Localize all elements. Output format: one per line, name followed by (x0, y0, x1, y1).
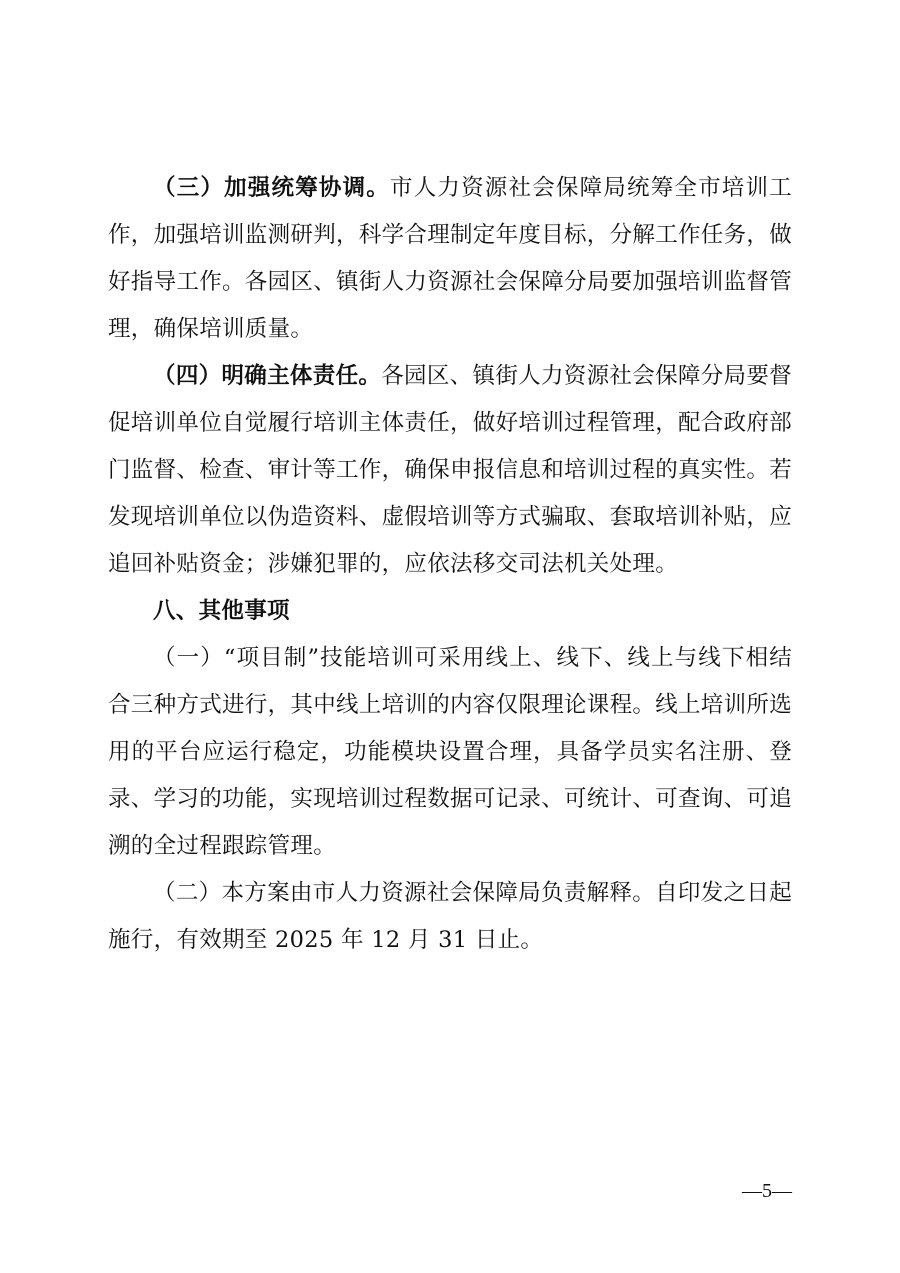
paragraph-coordination (108, 165, 792, 353)
section-heading-other-matters: 八、其他事项 (153, 598, 290, 624)
paragraph-text-coordination: 市人力资源社会保障局统筹全市培训工作，加强培训监测研判，科学合理制定年度目标，分解工作任务，做好指导工作。各园区、镇街人力资源社会保障分局要加强培训监督管理，确保培训质量。 (108, 175, 793, 342)
page-number: —5— (742, 1180, 792, 1202)
paragraph-lead-coordination: （三）加强统筹协调。 (153, 175, 390, 201)
document-body (108, 165, 792, 964)
paragraph-lead-responsibility: （四）明确主体责任。 (153, 363, 382, 389)
paragraph-interpretation: （二）本方案由市人力资源社会保障局负责解释。自印发之日起施行，有效期至 2025 年 12 月 31 日止。 (108, 880, 792, 953)
paragraph-online-training: （一）“项目制”技能培训可采用线上、线下、线上与线下相结合三种方式进行，其中线上培训的内容仅限理论课程。线上培训所选用的平台应运行稳定，功能模块设置合理，具备学员实名注册、登录、学习的功能，实现培训过程数据可记录、可统计、可查询、可追溯的全过程跟踪管理。 (108, 645, 793, 859)
paragraph-responsibility (108, 353, 792, 588)
paragraph-text-responsibility: 各园区、镇街人力资源社会保障分局要督促培训单位自觉履行培训主体责任，做好培训过程管理，配合政府部门监督、检查、审计等工作，确保申报信息和培训过程的真实性。若发现培训单位以伪造资料、虚假培训等方式骗取、套取培训补贴，应追回补贴资金；涉嫌犯罪的，应依法移交司法机关处理。 (108, 363, 793, 577)
